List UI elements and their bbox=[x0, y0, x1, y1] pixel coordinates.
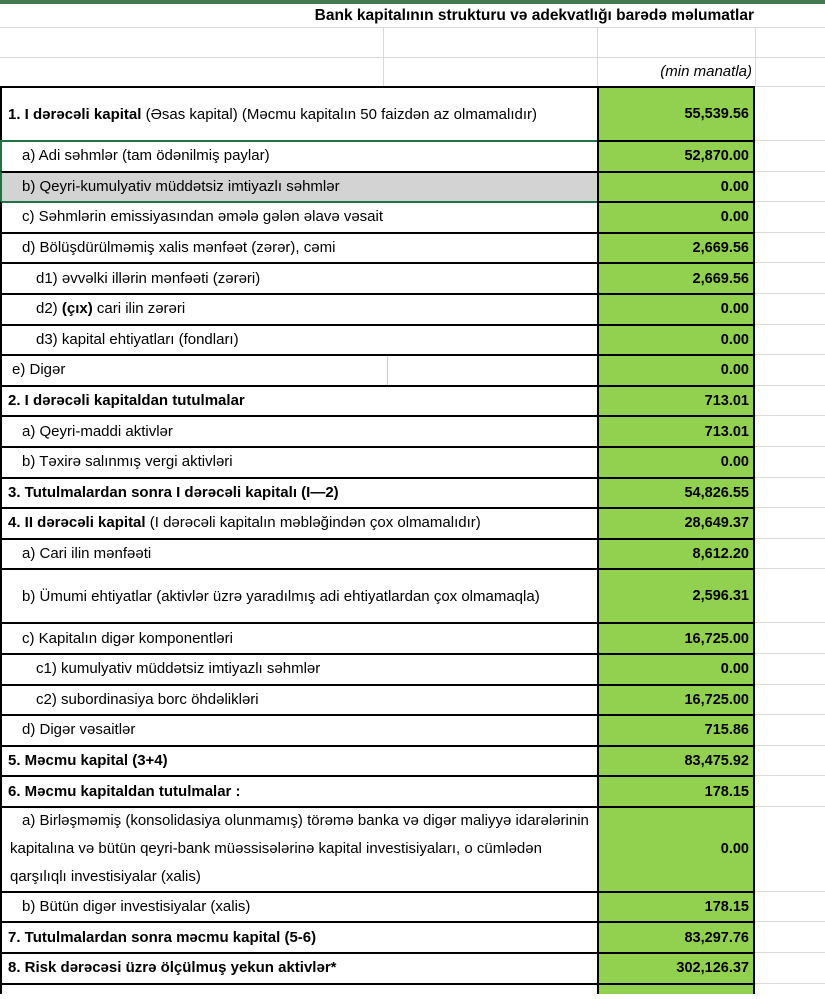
row-value-cell[interactable]: 8,612.20 bbox=[597, 538, 755, 569]
table-row bbox=[0, 568, 825, 622]
row-value-cell[interactable]: 178.15 bbox=[597, 891, 755, 922]
table-row bbox=[0, 385, 825, 416]
row-label-text bbox=[2, 894, 597, 920]
label-segment: a) Birləşməmiş (konsolidasiya olunmamış) törəmə banka və digər maliyyə idarələrinin kapitalına və bütün qeyri-bank müəssisələrinə kapital investisiyaları, o cümlədən qarşılıqlı investisiyalar (xalis) bbox=[10, 812, 589, 886]
right-margin bbox=[755, 293, 825, 324]
row-label-text bbox=[2, 779, 597, 805]
label-segment: b) Bütün digər investisiyalar (xalis) bbox=[22, 898, 251, 916]
table-row bbox=[0, 775, 825, 806]
label-segment: 5. Məcmu kapital (3+4) bbox=[8, 751, 168, 769]
label-segment: 7. Tutulmalardan sonra məcmu kapital (5-6) bbox=[8, 928, 317, 946]
label-segment: c) Kapitalın digər komponentləri bbox=[22, 629, 233, 647]
label-segment: cari ilin zərəri bbox=[92, 300, 186, 318]
label-segment: d2) bbox=[36, 300, 62, 318]
row-value-cell[interactable]: 0.00 bbox=[597, 201, 755, 232]
row-label-cell[interactable] bbox=[0, 446, 597, 477]
row-label-cell[interactable] bbox=[0, 171, 597, 202]
table-row bbox=[0, 354, 825, 385]
row-value-cell[interactable]: 2,669.56 bbox=[597, 262, 755, 293]
column-gridline bbox=[755, 58, 756, 86]
row-label-cell[interactable] bbox=[0, 745, 597, 776]
table-row bbox=[0, 714, 825, 745]
right-margin bbox=[755, 775, 825, 806]
row-label-cell[interactable] bbox=[0, 232, 597, 263]
label-segment: d) Bölüşdürülməmiş xalis mənfəət (zərər), cəmi bbox=[22, 239, 336, 257]
row-label-text bbox=[2, 807, 597, 891]
table-row bbox=[0, 86, 825, 140]
row-label-cell[interactable] bbox=[0, 201, 597, 232]
column-gridline bbox=[383, 28, 384, 57]
right-margin bbox=[755, 324, 825, 355]
right-margin bbox=[755, 622, 825, 653]
right-margin bbox=[755, 385, 825, 416]
right-margin bbox=[755, 568, 825, 622]
label-segment: 2. I dərəcəli kapitaldan tutulmalar bbox=[8, 392, 245, 410]
row-label-text bbox=[2, 388, 597, 414]
row-value-cell[interactable]: 52,870.00 bbox=[597, 140, 755, 171]
row-label-text bbox=[2, 626, 597, 652]
table-row bbox=[0, 232, 825, 263]
right-margin bbox=[755, 684, 825, 715]
table-row bbox=[0, 262, 825, 293]
row-value-cell[interactable]: 0.00 bbox=[597, 806, 755, 891]
row-value-cell[interactable]: 178.15 bbox=[597, 775, 755, 806]
table-row bbox=[0, 201, 825, 232]
row-label-text bbox=[2, 480, 597, 506]
row-value-cell[interactable]: 28,649.37 bbox=[597, 507, 755, 538]
table-row bbox=[0, 415, 825, 446]
row-label-cell[interactable] bbox=[0, 622, 597, 653]
row-label-cell[interactable] bbox=[0, 714, 597, 745]
row-label-text bbox=[2, 327, 597, 353]
unit-row bbox=[0, 58, 825, 86]
table-row bbox=[0, 684, 825, 715]
table-row bbox=[0, 952, 825, 983]
row-label-cell[interactable] bbox=[0, 86, 597, 140]
table-row bbox=[0, 538, 825, 569]
row-label-cell[interactable] bbox=[0, 806, 597, 891]
row-value-cell[interactable]: 83,475.92 bbox=[597, 745, 755, 776]
row-label-cell[interactable] bbox=[0, 891, 597, 922]
row-label-text bbox=[2, 143, 597, 169]
right-margin bbox=[755, 140, 825, 171]
row-label-cell[interactable] bbox=[0, 921, 597, 952]
row-value-cell[interactable]: 0.00 bbox=[597, 354, 755, 385]
table-row bbox=[0, 324, 825, 355]
right-margin bbox=[755, 477, 825, 508]
table-row bbox=[0, 477, 825, 508]
table-row bbox=[0, 622, 825, 653]
right-margin bbox=[755, 415, 825, 446]
label-segment: 3. Tutulmalardan sonra I dərəcəli kapitalı (I—2) bbox=[8, 483, 339, 501]
right-margin bbox=[755, 446, 825, 477]
row-value-cell[interactable]: 54,826.55 bbox=[597, 477, 755, 508]
unit-label[interactable]: (min manatla) bbox=[660, 63, 752, 80]
row-value-cell[interactable]: 0.00 bbox=[597, 446, 755, 477]
right-margin bbox=[755, 714, 825, 745]
right-margin bbox=[755, 507, 825, 538]
row-label-cell[interactable] bbox=[0, 983, 597, 994]
row-label-text bbox=[2, 748, 597, 774]
row-value-cell[interactable]: 0.00 bbox=[597, 653, 755, 684]
label-segment: d3) kapital ehtiyatları (fondları) bbox=[36, 330, 239, 348]
table-row bbox=[0, 806, 825, 891]
capital-table bbox=[0, 86, 825, 994]
label-segment: a) Cari ilin mənfəəti bbox=[22, 545, 152, 563]
table-row bbox=[0, 446, 825, 477]
row-value-cell[interactable]: 16,725.00 bbox=[597, 684, 755, 715]
label-segment: b) Qeyri-kumulyativ müddətsiz imtiyazlı səhmlər bbox=[22, 177, 340, 195]
row-value-cell[interactable]: 0.00 bbox=[597, 171, 755, 202]
row-label-text bbox=[2, 266, 597, 292]
row-label-text bbox=[2, 357, 597, 383]
row-label-cell[interactable] bbox=[0, 324, 597, 355]
title-row bbox=[0, 4, 825, 28]
row-value-cell[interactable]: 713.01 bbox=[597, 415, 755, 446]
row-value-cell[interactable]: 55,539.56 bbox=[597, 86, 755, 140]
label-segment: a) Qeyri-maddi aktivlər bbox=[22, 422, 173, 440]
row-label-cell[interactable] bbox=[0, 385, 597, 416]
row-label-cell[interactable] bbox=[0, 262, 597, 293]
row-label-text bbox=[2, 449, 597, 475]
row-label-text bbox=[2, 541, 597, 567]
right-margin bbox=[755, 171, 825, 202]
row-label-text bbox=[2, 584, 597, 609]
table-row bbox=[0, 891, 825, 922]
row-value-cell[interactable]: 83,297.76 bbox=[597, 921, 755, 952]
cell-divider-line bbox=[387, 356, 388, 385]
label-segment: (Əsas kapital) (Məcmu kapitalın 50 faizdən az olmamalıdır) bbox=[145, 105, 538, 123]
label-segment: e) Digər bbox=[12, 361, 66, 379]
label-segment: d1) əvvəlki illərin mənfəəti (zərəri) bbox=[36, 269, 261, 287]
row-label-text bbox=[2, 296, 597, 322]
right-margin bbox=[755, 354, 825, 385]
right-margin bbox=[755, 201, 825, 232]
row-value-cell[interactable]: 16,725.00 bbox=[597, 622, 755, 653]
column-gridline bbox=[755, 28, 756, 57]
row-label-cell[interactable] bbox=[0, 415, 597, 446]
table-row bbox=[0, 745, 825, 776]
right-margin bbox=[755, 745, 825, 776]
row-value-cell[interactable]: 0.00 bbox=[597, 324, 755, 355]
label-segment: 4. II dərəcəli kapital bbox=[8, 514, 150, 532]
table-row bbox=[0, 921, 825, 952]
label-segment: 6. Məcmu kapitaldan tutulmalar : bbox=[8, 782, 241, 800]
right-margin bbox=[755, 921, 825, 952]
row-label-text bbox=[2, 235, 597, 261]
row-label-text bbox=[2, 174, 597, 200]
row-value-cell[interactable]: 2,669.56 bbox=[597, 232, 755, 263]
empty-header-row[interactable] bbox=[0, 28, 825, 58]
right-margin bbox=[755, 891, 825, 922]
right-margin bbox=[755, 806, 825, 891]
label-segment: 1. I dərəcəli kapital bbox=[8, 105, 146, 123]
column-gridline bbox=[597, 28, 598, 57]
row-label-cell[interactable] bbox=[0, 952, 597, 983]
label-segment: a) Adi səhmlər (tam ödənilmiş paylar) bbox=[22, 147, 270, 165]
column-gridline bbox=[383, 58, 384, 86]
row-label-cell[interactable] bbox=[0, 653, 597, 684]
row-label-cell[interactable] bbox=[0, 293, 597, 324]
label-segment: b) Ümumi ehtiyatlar (aktivlər üzrə yaradılmış adi ehtiyatlardan çox olmamaqla) bbox=[22, 587, 540, 605]
row-label-text bbox=[2, 204, 597, 230]
row-value-cell[interactable]: 2,596.31 bbox=[597, 568, 755, 622]
right-margin bbox=[755, 952, 825, 983]
right-margin bbox=[755, 232, 825, 263]
table-row bbox=[0, 293, 825, 324]
row-label-text bbox=[2, 955, 597, 981]
table-row bbox=[0, 983, 825, 994]
right-margin bbox=[755, 538, 825, 569]
row-label-cell[interactable] bbox=[0, 684, 597, 715]
row-label-text bbox=[2, 687, 597, 713]
label-segment: d) Digər vəsaitlər bbox=[22, 721, 136, 739]
page-title[interactable]: Bank kapitalının strukturu və adekvatlığı barədə məlumatlar bbox=[314, 7, 754, 24]
row-label-text bbox=[2, 925, 597, 951]
row-label-cell[interactable] bbox=[0, 507, 597, 538]
label-segment: (I dərəcəli kapitalın məbləğindən çox olmamalıdır) bbox=[149, 514, 481, 532]
row-value-cell[interactable]: 302,126.37 bbox=[597, 952, 755, 983]
right-margin bbox=[755, 262, 825, 293]
table-row bbox=[0, 140, 825, 171]
table-row bbox=[0, 507, 825, 538]
row-label-cell[interactable] bbox=[0, 538, 597, 569]
label-segment: c) Səhmlərin emissiyasından əmələ gələn əlavə vəsait bbox=[22, 208, 384, 226]
row-label-cell[interactable] bbox=[0, 775, 597, 806]
right-margin bbox=[755, 983, 825, 994]
label-segment: (çıx) bbox=[61, 300, 93, 318]
row-label-text bbox=[2, 102, 597, 127]
row-label-cell[interactable] bbox=[0, 477, 597, 508]
row-label-text bbox=[2, 419, 597, 445]
row-label-cell[interactable] bbox=[0, 568, 597, 622]
label-segment: b) Təxirə salınmış vergi aktivləri bbox=[22, 453, 233, 471]
label-segment: 8. Risk dərəcəsi üzrə ölçülmuş yekun aktivlər* bbox=[8, 959, 337, 977]
right-margin bbox=[755, 86, 825, 140]
row-value-cell[interactable]: 715.86 bbox=[597, 714, 755, 745]
table-row bbox=[0, 653, 825, 684]
row-label-text bbox=[2, 510, 597, 536]
row-value-cell[interactable]: 713.01 bbox=[597, 385, 755, 416]
row-label-cell[interactable] bbox=[0, 354, 597, 385]
row-label-text bbox=[2, 717, 597, 743]
label-segment: c2) subordinasiya borc öhdəlikləri bbox=[36, 690, 259, 708]
row-label-cell[interactable] bbox=[0, 140, 597, 171]
table-row bbox=[0, 171, 825, 202]
label-segment: c1) kumulyativ müddətsiz imtiyazlı səhmlər bbox=[36, 660, 321, 678]
row-value-cell[interactable] bbox=[597, 983, 755, 994]
row-label-text bbox=[2, 656, 597, 682]
row-value-cell[interactable]: 0.00 bbox=[597, 293, 755, 324]
right-margin bbox=[755, 653, 825, 684]
